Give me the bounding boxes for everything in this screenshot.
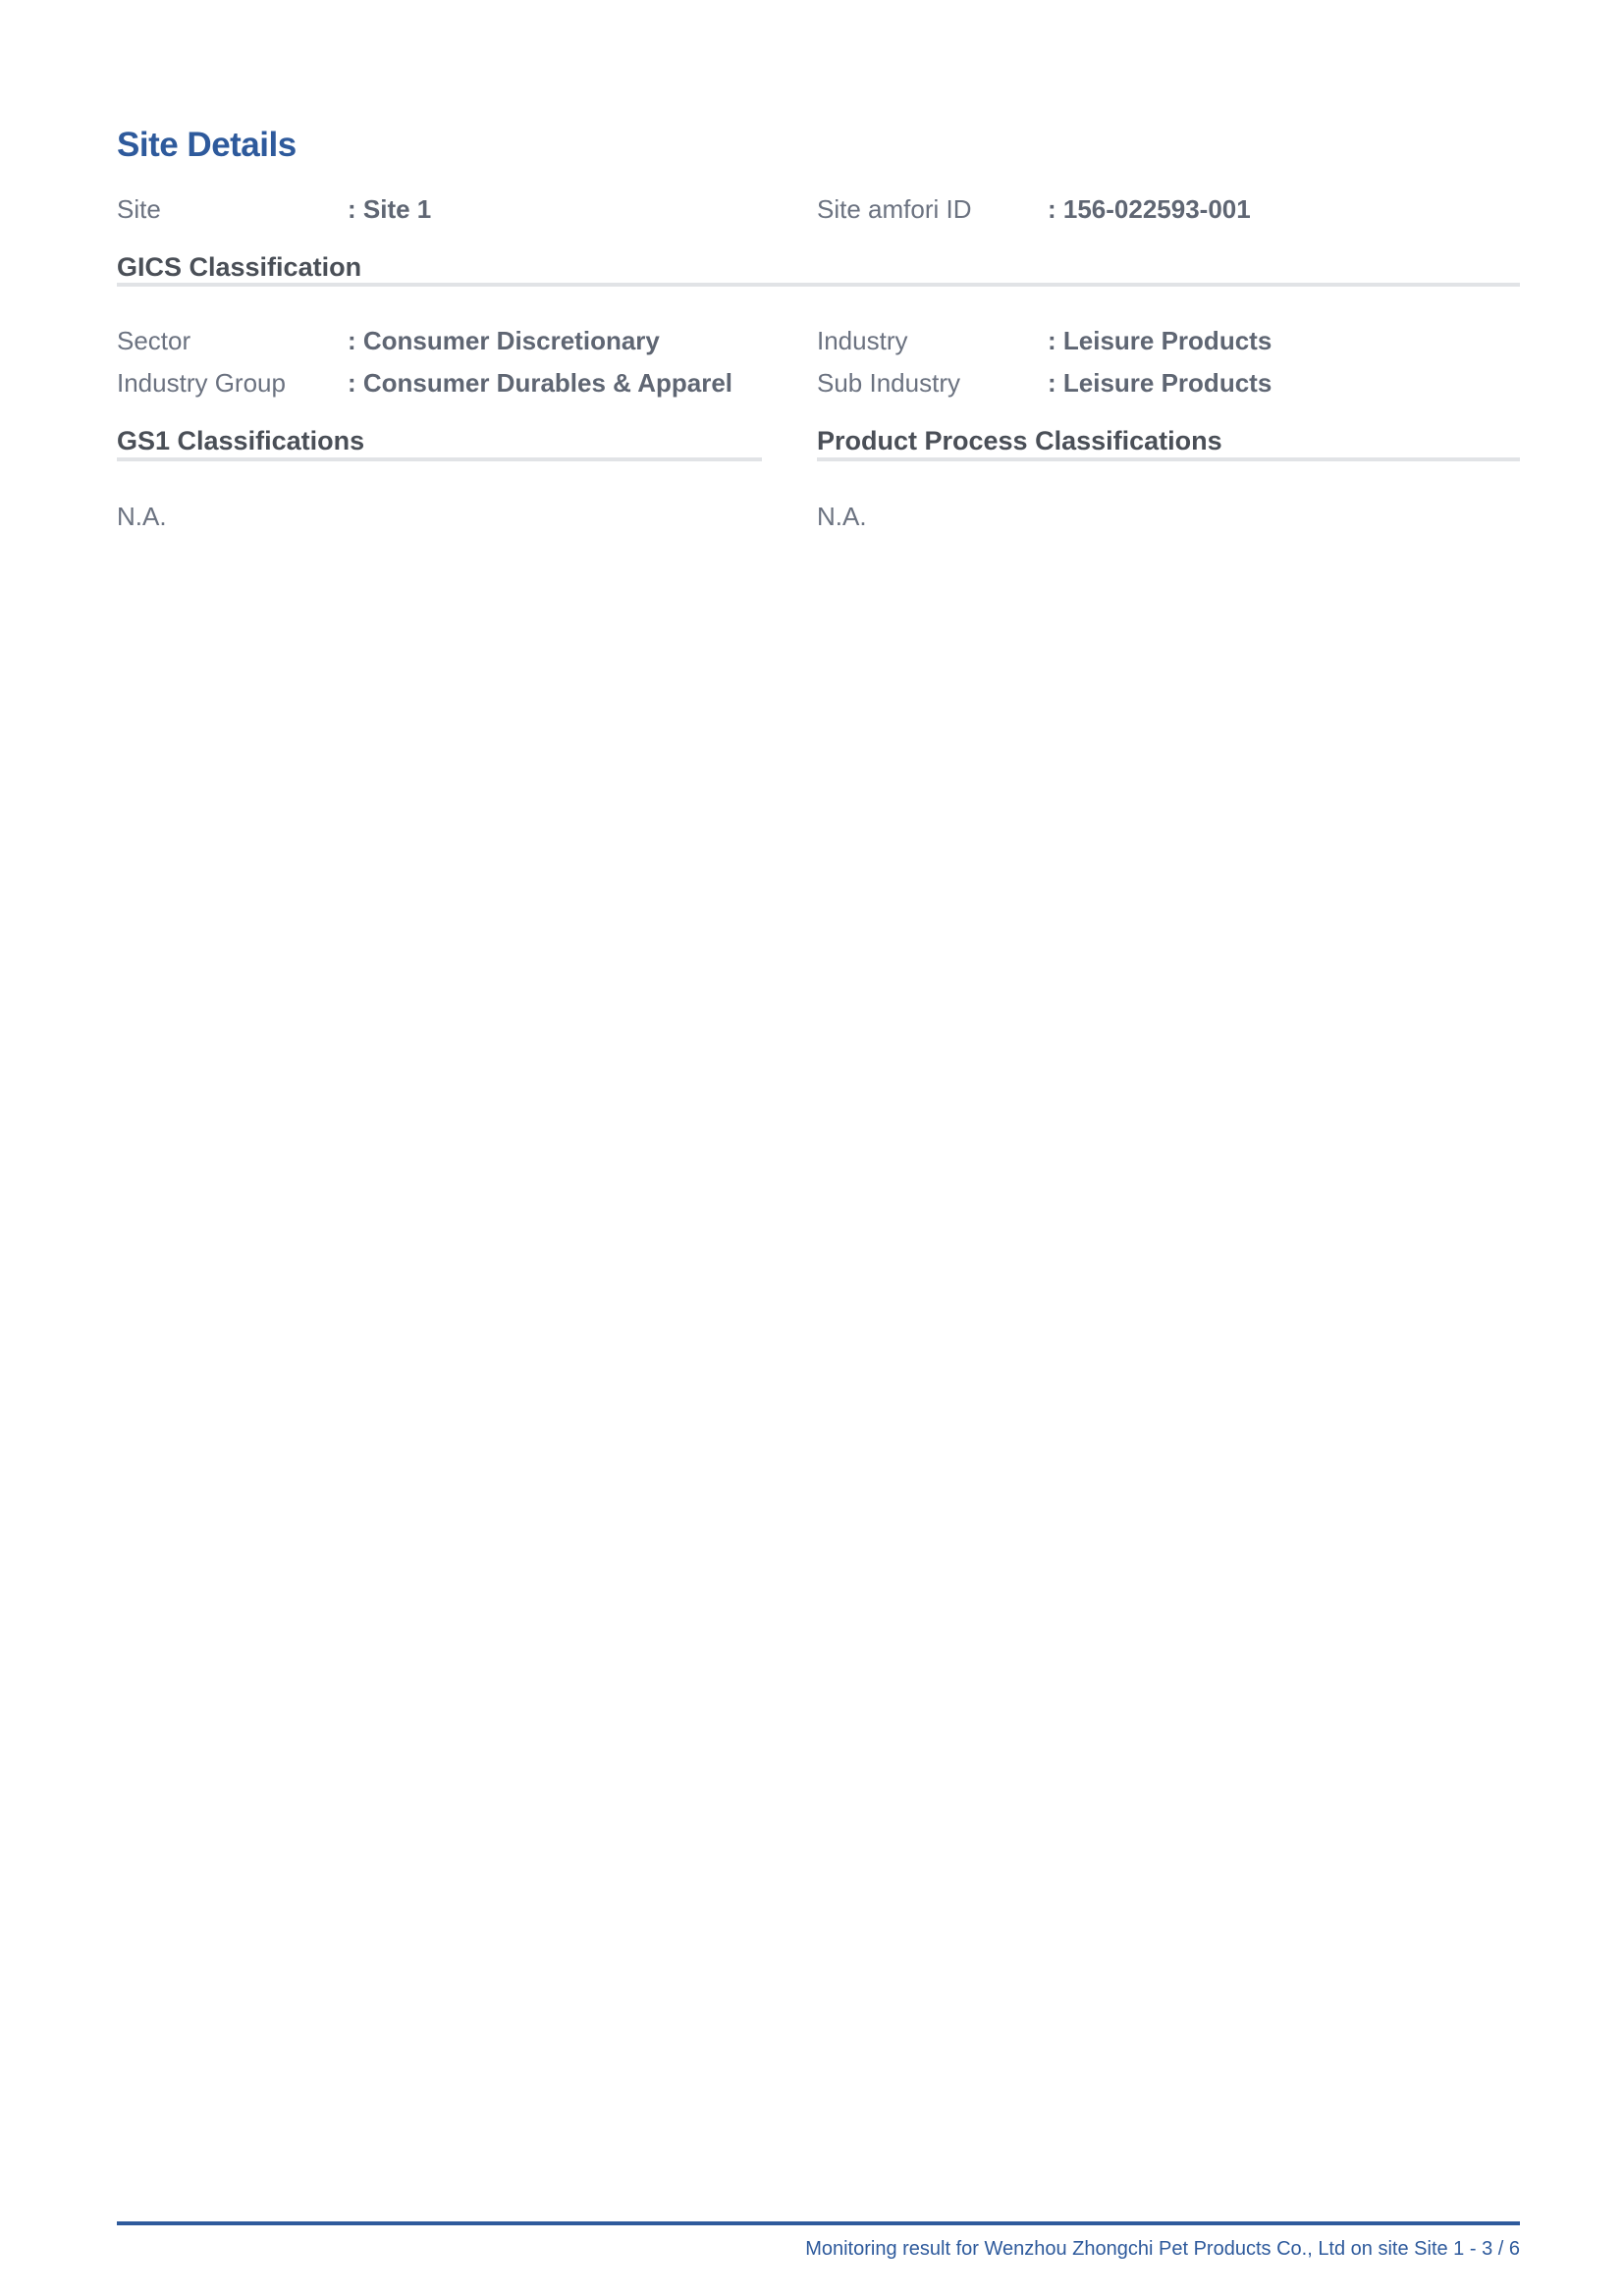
- industry-value: : Leisure Products: [1048, 326, 1272, 355]
- sub-industry-value: : Leisure Products: [1048, 368, 1272, 398]
- industry-group-value: : Consumer Durables & Apparel: [348, 368, 733, 398]
- site-row: [0, 194, 1624, 228]
- footer-text: Monitoring result for Wenzhou Zhongchi Pet Products Co., Ltd on site Site 1 - 3 / 6: [805, 2238, 1520, 2260]
- amfori-id-label: Site amfori ID: [817, 194, 972, 224]
- gs1-value: N.A.: [117, 502, 167, 531]
- product-process-value: N.A.: [817, 502, 867, 531]
- industry-group-label: Industry Group: [117, 368, 286, 398]
- sector-value: : Consumer Discretionary: [348, 326, 660, 355]
- gics-row-1: [0, 326, 1624, 359]
- gics-heading: GICS Classification: [117, 252, 362, 282]
- product-process-heading: Product Process Classifications: [817, 426, 1222, 455]
- gics-divider: [117, 283, 1520, 287]
- sector-label: Sector: [117, 326, 191, 355]
- gs1-divider: [117, 457, 762, 461]
- footer-divider: [117, 2221, 1520, 2225]
- page-title: Site Details: [117, 126, 297, 164]
- industry-label: Industry: [817, 326, 908, 355]
- sub-industry-label: Sub Industry: [817, 368, 960, 398]
- gics-row-2: [0, 368, 1624, 401]
- site-label: Site: [117, 194, 161, 224]
- gs1-heading: GS1 Classifications: [117, 426, 365, 455]
- product-process-divider: [817, 457, 1520, 461]
- site-value: : Site 1: [348, 194, 432, 224]
- amfori-id-value: : 156-022593-001: [1048, 194, 1251, 224]
